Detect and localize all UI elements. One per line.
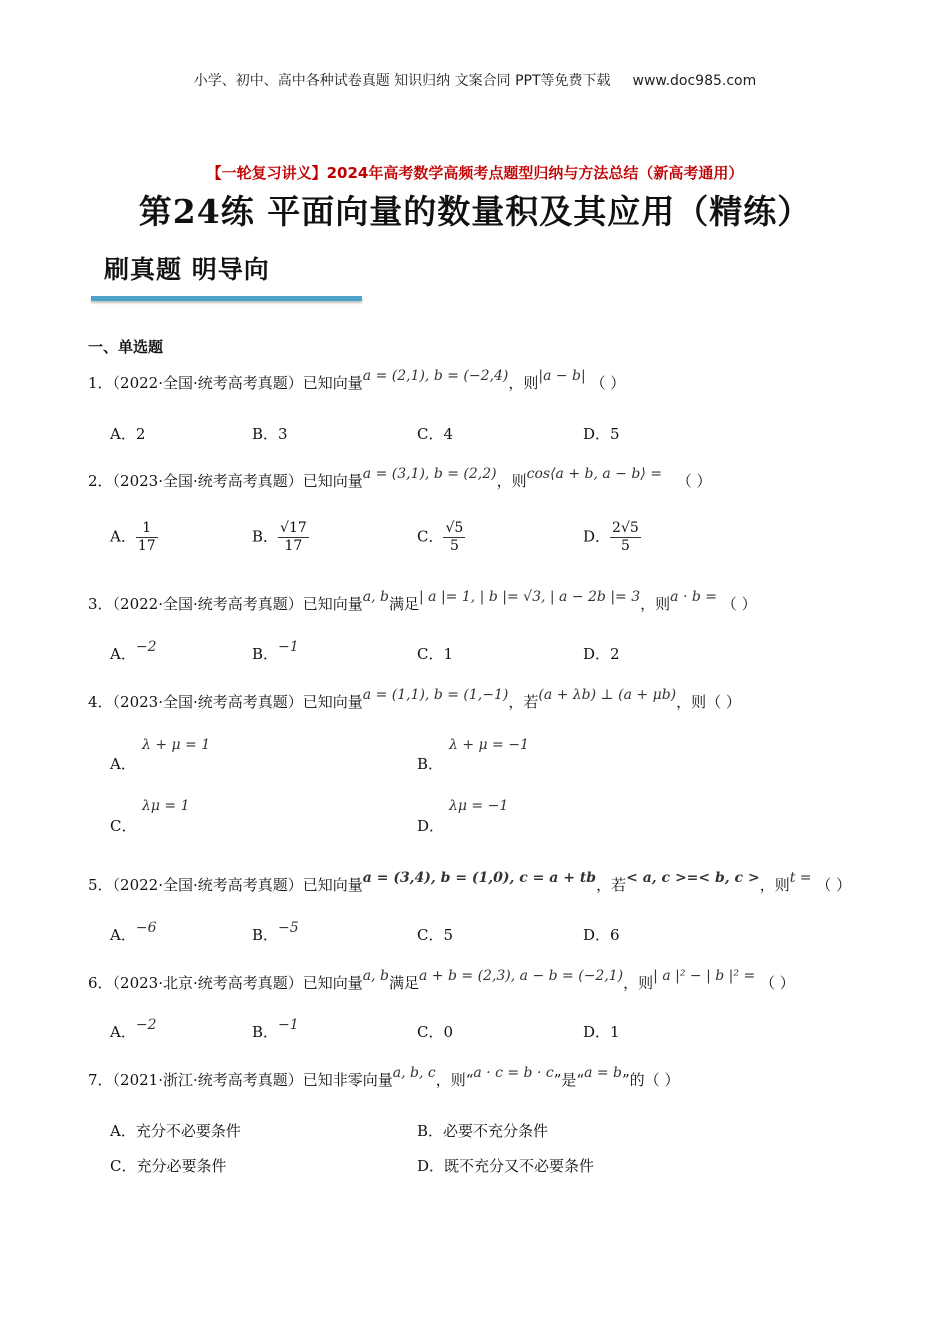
option-a [110,920,157,945]
numerator: 2√5 [612,520,639,536]
option-c-math: λμ = 1 [142,798,190,814]
numerator: √17 [280,520,307,536]
math-expression: (a + λb) ⊥ (a + μb) [538,687,677,703]
option-d: D．既不充分又不必要条件 [417,1157,595,1175]
option-b [252,639,299,664]
numerator: √5 [445,520,464,536]
section-underline [91,296,362,301]
option-c [417,520,465,555]
question-source: （2022·全国·统考高考真题）已知向量 [112,595,363,613]
option-c: C． [110,817,137,835]
math-expression: −1 [278,1017,299,1033]
question-text: ，则 [640,595,671,613]
question-number: 6． [88,974,113,992]
question-text: 满足 [388,974,419,992]
question-1 [88,368,626,394]
option-d: D．5 [583,425,620,443]
option-label: B． [252,926,279,944]
math-expression: | a |² − | b |² = [653,968,756,984]
option-label: A． [110,926,136,944]
option-d-math: λμ = −1 [449,798,509,814]
question-3 [88,589,757,615]
answer-blank: （ ） [759,974,795,992]
option-a [110,1017,157,1042]
option-a: A． [110,755,136,773]
option-a: A．2 [110,425,146,443]
page-header [0,70,950,90]
question-number: 2． [88,472,113,490]
question-text: ，则 [496,472,527,490]
header-site-link[interactable]: www.doc985.com [632,73,757,89]
math-expression: cos⟨a + b, a − b⟩ = [526,466,662,482]
option-label: A． [110,645,136,663]
math-expression: |a − b| [538,368,586,384]
question-text: 满足 [388,595,419,613]
question-4 [88,687,741,713]
option-b: B． [417,755,444,773]
question-5 [88,870,852,896]
part-heading: 一、单选题 [88,338,164,356]
section-heading: 刷真题 明导向 [104,255,270,284]
option-b-math: λ + μ = −1 [449,737,529,753]
option-label: B． [252,1023,279,1041]
math-expression: −2 [135,1017,157,1033]
option-d: D．1 [583,1023,620,1041]
math-expression: a = b [584,1065,623,1081]
fraction [610,520,641,555]
option-d: D． [417,817,445,835]
fraction [278,520,309,555]
denominator: 5 [449,538,459,554]
math-expression: a = (3,4), b = (1,0), c = a + tb [362,870,597,886]
math-expression: −1 [278,639,299,655]
fraction [136,520,158,555]
option-a [110,639,157,664]
option-b [252,920,299,945]
question-source: （2023·全国·统考高考真题）已知向量 [112,693,363,711]
option-c: C．1 [417,645,454,663]
option-b [252,1017,299,1042]
question-source: （2023·全国·统考高考真题）已知向量 [112,472,363,490]
answer-blank: （ ） [590,374,626,392]
math-expression: a, b [362,589,389,605]
option-a: A．充分不必要条件 [110,1122,241,1140]
option-label: B． [252,527,279,546]
question-text: ，若 [596,876,627,894]
question-6 [88,968,795,994]
math-expression: a = (3,1), b = (2,2) [362,466,497,482]
document-subtitle: 【一轮复习讲义】2024年高考数学高频考点题型归纳与方法总结（新高考通用） [206,164,744,182]
option-b [252,520,309,555]
answer-blank: ，则（ ） [676,693,741,711]
question-number: 4． [88,693,113,711]
option-d: D．2 [583,645,620,663]
question-number: 1． [88,374,113,392]
option-d: D．6 [583,926,620,944]
denominator: 17 [137,538,156,554]
math-expression: a · b = [670,589,718,605]
question-text: ，则 [759,876,790,894]
option-b: B．必要不充分条件 [417,1122,549,1140]
math-expression: a, b [362,968,389,984]
question-number: 7． [88,1071,113,1089]
question-source: （2022·全国·统考高考真题）已知向量 [112,876,363,894]
math-expression: a + b = (2,3), a − b = (−2,1) [419,968,624,984]
math-expression: a = (2,1), b = (−2,4) [362,368,509,384]
math-expression: | a |= 1, | b |= √3, | a − 2b |= 3 [419,589,641,605]
numerator: 1 [136,520,158,538]
document-title: 第24练 平面向量的数量积及其应用（精练） [138,192,812,231]
option-c: C．充分必要条件 [110,1157,227,1175]
option-b: B．3 [252,425,288,443]
math-expression: a, b, c [392,1065,436,1081]
option-c: C．0 [417,1023,454,1041]
answer-blank: ”的（ ） [622,1071,680,1089]
math-expression: −6 [135,920,157,936]
question-source: （2023·北京·统考高考真题）已知向量 [112,974,363,992]
math-expression: a = (1,1), b = (1,−1) [362,687,509,703]
question-number: 5． [88,876,113,894]
question-source: （2021·浙江·统考高考真题）已知非零向量 [112,1071,393,1089]
math-expression: t = [789,870,812,886]
denominator: 5 [620,538,630,554]
answer-blank: （ ） [676,472,712,490]
fraction [443,520,465,555]
option-a-math: λ + μ = 1 [142,737,211,753]
option-a [110,520,158,555]
question-number: 3． [88,595,113,613]
answer-blank: （ ） [816,876,852,894]
option-c: C．4 [417,425,454,443]
option-label: A． [110,1023,136,1041]
option-label: B． [252,645,279,663]
question-text: ，则 [623,974,654,992]
option-label: A． [110,527,136,546]
header-banner: 小学、初中、高中各种试卷真题 知识归纳 文案合同 PPT等免费下载 [193,73,611,89]
math-expression: −5 [278,920,299,936]
question-text: ，若 [508,693,539,711]
question-text: ，则“ [435,1071,474,1089]
option-c: C．5 [417,926,454,944]
question-text: ，则 [508,374,539,392]
option-label: C． [417,527,444,546]
question-text: ”是“ [553,1071,585,1089]
question-7 [88,1065,680,1091]
math-expression: < a, c >=< b, c > [626,870,760,886]
math-expression: a · c = b · c [473,1065,554,1081]
option-d [583,520,641,555]
option-label: D． [583,527,611,546]
question-2 [88,466,712,492]
math-expression: −2 [135,639,157,655]
answer-blank: （ ） [721,595,757,613]
question-source: （2022·全国·统考高考真题）已知向量 [112,374,363,392]
denominator: 17 [284,538,303,554]
